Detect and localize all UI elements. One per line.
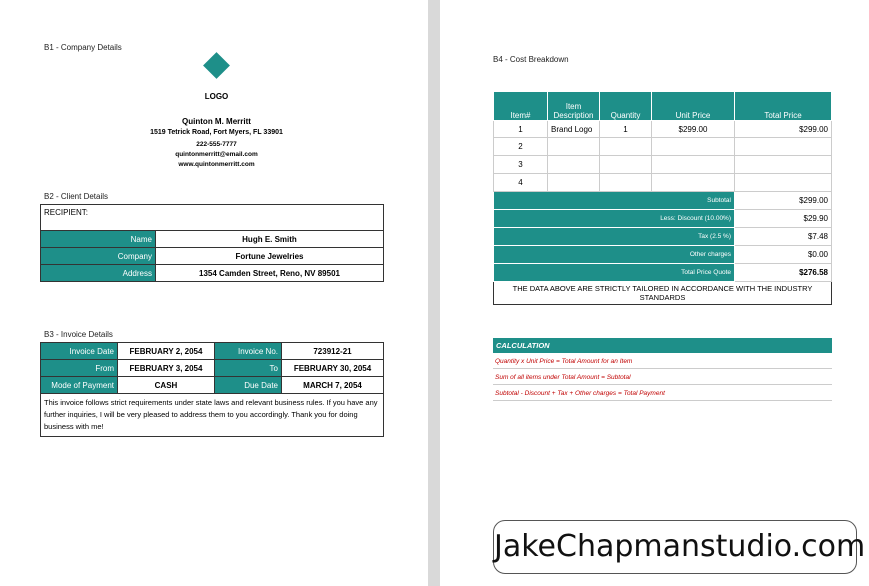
company-name: Quinton M. Merritt — [182, 117, 251, 126]
tax-label: Tax (2.5 %) — [494, 228, 735, 246]
item-num: 2 — [494, 138, 548, 156]
header-total-price: Total Price — [735, 92, 832, 121]
cost-section-title: B4 - Cost Breakdown — [493, 55, 569, 64]
item-unit — [652, 156, 735, 174]
item-qty — [600, 156, 652, 174]
calculation-line: Quantity x Unit Price = Total Amount for an Item — [493, 354, 832, 369]
logo-diamond-icon — [203, 52, 230, 79]
left-page — [0, 0, 428, 586]
item-qty: 1 — [600, 121, 652, 138]
subtotal-label: Subtotal — [494, 192, 735, 210]
total-label: Total Price Quote — [494, 264, 735, 282]
payment-mode-value: CASH — [118, 377, 215, 394]
client-name-value: Hugh E. Smith — [156, 231, 384, 248]
item-unit — [652, 138, 735, 156]
other-charges-label: Other charges — [494, 246, 735, 264]
item-total — [735, 174, 832, 192]
company-section-title: B1 - Company Details — [44, 43, 122, 52]
invoice-date-value: FEBRUARY 2, 2054 — [118, 343, 215, 360]
client-address-value: 1354 Camden Street, Reno, NV 89501 — [156, 265, 384, 282]
header-item-num: Item# — [494, 92, 548, 121]
recipient-label: RECIPIENT: — [41, 205, 384, 231]
item-desc — [548, 156, 600, 174]
from-value: FEBRUARY 3, 2054 — [118, 360, 215, 377]
client-address-label: Address — [41, 265, 156, 282]
due-date-value: MARCH 7, 2054 — [282, 377, 384, 394]
from-label: From — [41, 360, 118, 377]
item-desc — [548, 138, 600, 156]
subtotal-value: $299.00 — [735, 192, 832, 210]
other-charges-value: $0.00 — [735, 246, 832, 264]
item-num: 1 — [494, 121, 548, 138]
client-company-label: Company — [41, 248, 156, 265]
table-row — [494, 121, 832, 138]
item-total — [735, 138, 832, 156]
item-unit — [652, 174, 735, 192]
client-table — [40, 204, 384, 282]
company-phone: 222-555-7777 — [196, 141, 237, 148]
cost-footer-note: THE DATA ABOVE ARE STRICTLY TAILORED IN ACCORDANCE WITH THE INDUSTRY STANDARDS — [494, 282, 832, 305]
invoice-table — [40, 342, 384, 437]
item-total — [735, 156, 832, 174]
payment-mode-label: Mode of Payment — [41, 377, 118, 394]
cost-table — [493, 91, 832, 305]
client-name-label: Name — [41, 231, 156, 248]
invoice-no-value: 723912-21 — [282, 343, 384, 360]
company-email: quintonmerritt@email.com — [175, 151, 258, 158]
calculation-line: Subtotal - Discount + Tax + Other charges = Total Payment — [493, 386, 832, 401]
item-qty — [600, 138, 652, 156]
table-row — [494, 174, 832, 192]
header-unit-price: Unit Price — [652, 92, 735, 121]
company-address: 1519 Tetrick Road, Fort Myers, FL 33901 — [150, 129, 283, 136]
invoice-section-title: B3 - Invoice Details — [44, 330, 113, 339]
to-label: To — [215, 360, 282, 377]
item-total: $299.00 — [735, 121, 832, 138]
watermark: JakeChapmanstudio.com — [493, 520, 857, 574]
invoice-no-label: Invoice No. — [215, 343, 282, 360]
to-value: FEBRUARY 30, 2054 — [282, 360, 384, 377]
invoice-note: This invoice follows strict requirements under state laws and relevant business rules. If you have any further inquiries, I will be very pleased to address them to you accordingly. Thank you for doing business with me! — [41, 394, 384, 437]
discount-label: Less: Discount (10.00%) — [494, 210, 735, 228]
item-desc: Brand Logo — [548, 121, 600, 138]
item-num: 3 — [494, 156, 548, 174]
item-qty — [600, 174, 652, 192]
total-value: $276.58 — [735, 264, 832, 282]
client-section-title: B2 - Client Details — [44, 192, 109, 201]
calculation-title: CALCULATION — [493, 338, 832, 353]
calculation-line: Sum of all items under Total Amount = Subtotal — [493, 370, 832, 385]
header-quantity: Quantity — [600, 92, 652, 121]
table-row — [494, 138, 832, 156]
item-num: 4 — [494, 174, 548, 192]
invoice-date-label: Invoice Date — [41, 343, 118, 360]
logo-label: LOGO — [204, 92, 229, 101]
right-page — [440, 0, 869, 586]
header-item-desc: Item Description — [548, 92, 600, 121]
due-date-label: Due Date — [215, 377, 282, 394]
table-row — [494, 156, 832, 174]
tax-value: $7.48 — [735, 228, 832, 246]
item-unit: $299.00 — [652, 121, 735, 138]
item-desc — [548, 174, 600, 192]
client-company-value: Fortune Jewelries — [156, 248, 384, 265]
discount-value: $29.90 — [735, 210, 832, 228]
company-website: www.quintonmerritt.com — [178, 161, 255, 168]
